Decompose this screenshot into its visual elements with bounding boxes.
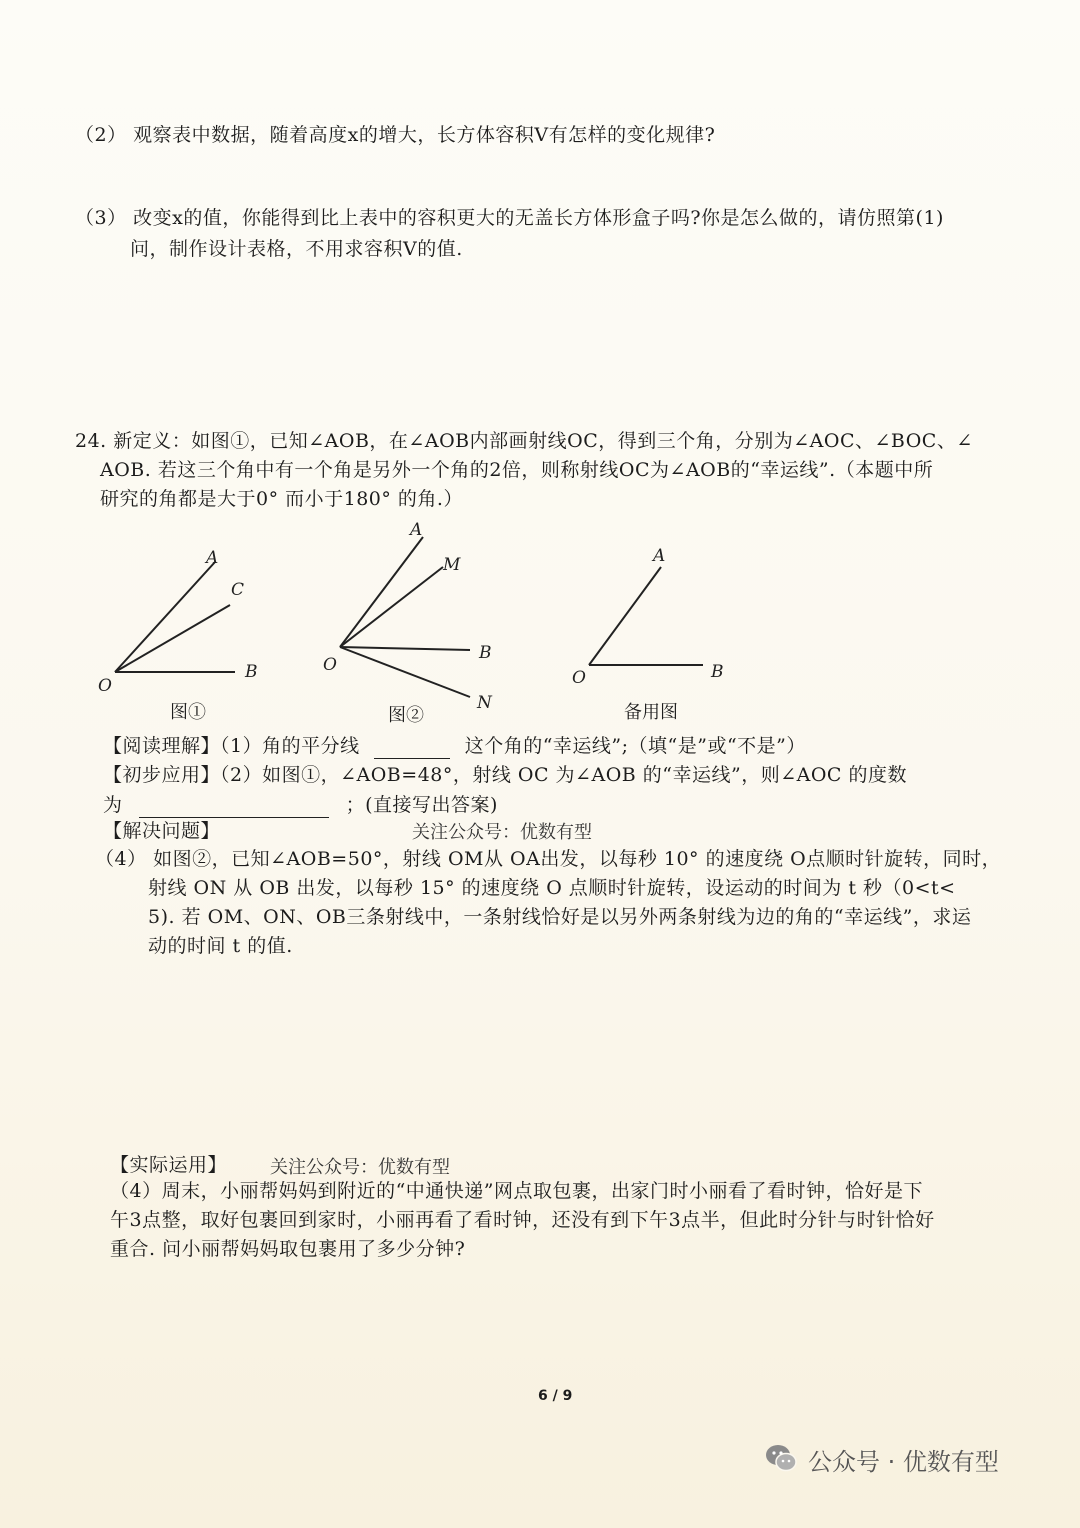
apply-question-line-1: 【初步应用】（2）如图①，∠AOB=48°，射线 OC 为∠AOB 的“幸运线”，则∠AOC 的度数	[103, 764, 908, 786]
footer-account-name: 公众号 · 优数有型	[808, 1448, 999, 1476]
fig2-label-n: N	[477, 693, 492, 713]
figure-2-caption: 图②	[388, 705, 424, 726]
fig3-label-b: B	[711, 662, 724, 682]
geometry-figures	[95, 515, 775, 725]
fig1-label-o: O	[98, 676, 112, 696]
fig2-label-b: B	[479, 643, 492, 663]
apply-suffix: ；(直接写出答案)	[345, 794, 498, 816]
solve-line-3: 5). 若 OM、ON、OB三条射线中，一条射线恰好是以另外两条射线为边的角的“幸运线”，求运	[148, 906, 972, 928]
solve-line-4: 动的时间 t 的值.	[148, 935, 293, 957]
question-3-line-1: （3） 改变x的值，你能得到比上表中的容积更大的无盖长方体形盒子吗?你是怎么做的，请仿照第(1)	[75, 207, 944, 229]
apply-prefix: 为	[103, 794, 123, 816]
reading-answer-blank[interactable]	[374, 738, 450, 759]
watermark-1: 关注公众号：优数有型	[412, 822, 592, 843]
fig1-ray-oa	[115, 562, 215, 672]
fig2-label-m: M	[443, 555, 461, 575]
reading-question	[103, 733, 806, 759]
page-number: 6 / 9	[538, 1388, 573, 1404]
practice-line-1: （4）周末，小丽帮妈妈到附近的“中通快递”网点取包裹，出家门时小丽看了看时钟，恰好是下	[110, 1180, 924, 1202]
question-2: （2） 观察表中数据，随着高度x的增大，长方体容积V有怎样的变化规律?	[75, 124, 716, 146]
question-3-line-2: 问，制作设计表格，不用求容积V的值.	[130, 238, 463, 260]
reading-prefix: 【阅读理解】（1）角的平分线	[103, 735, 360, 757]
solve-line-1: （4） 如图②，已知∠AOB=50°，射线 OM从 OA出发，以每秒 10° 的速度绕 O点顺时针旋转，同时，	[95, 848, 1002, 870]
figure-1	[115, 562, 235, 672]
watermark-2: 关注公众号：优数有型	[270, 1157, 450, 1178]
question-24-line-2: AOB. 若这三个角中有一个角是另外一个角的2倍，则称射线OC为∠AOB的“幸运线”.（本题中所	[100, 459, 934, 481]
solve-line-2: 射线 ON 从 OB 出发，以每秒 15° 的速度绕 O 点顺时针旋转，设运动的时间为 t 秒（0<t<	[148, 877, 956, 899]
apply-question-line-2	[103, 792, 498, 818]
solve-section-title: 【解决问题】	[103, 820, 221, 842]
fig1-label-c: C	[231, 580, 245, 600]
practice-section-title: 【实际运用】	[110, 1154, 228, 1176]
fig1-label-b: B	[245, 662, 258, 682]
fig2-label-o: O	[323, 655, 337, 675]
practice-line-3: 重合. 问小丽帮妈妈取包裹用了多少分钟?	[110, 1238, 466, 1260]
practice-line-2: 午3点整，取好包裹回到家时，小丽再看了看时钟，还没有到下午3点半，但此时分针与时针恰好	[110, 1209, 935, 1231]
figure-3	[589, 567, 703, 665]
wechat-icon	[764, 1441, 798, 1475]
figure-3-caption: 备用图	[624, 702, 678, 723]
fig3-label-o: O	[572, 668, 586, 688]
apply-answer-blank[interactable]	[139, 797, 329, 818]
question-24-line-3: 研究的角都是大于0° 而小于180° 的角.）	[100, 488, 463, 510]
fig1-ray-oc	[115, 605, 230, 672]
fig3-ray-oa	[589, 567, 661, 665]
fig2-ray-ob	[340, 647, 470, 650]
fig3-label-a: A	[653, 546, 666, 566]
question-24-line-1: 24. 新定义：如图①，已知∠AOB，在∠AOB内部画射线OC，得到三个角，分别为∠AOC、∠BOC、∠	[75, 430, 973, 452]
fig2-label-a: A	[410, 520, 423, 540]
fig1-label-a: A	[206, 548, 219, 568]
figure-1-caption: 图①	[170, 702, 206, 723]
reading-suffix: 这个角的“幸运线”;（填“是”或“不是”）	[464, 735, 806, 757]
fig2-ray-on	[340, 647, 470, 697]
